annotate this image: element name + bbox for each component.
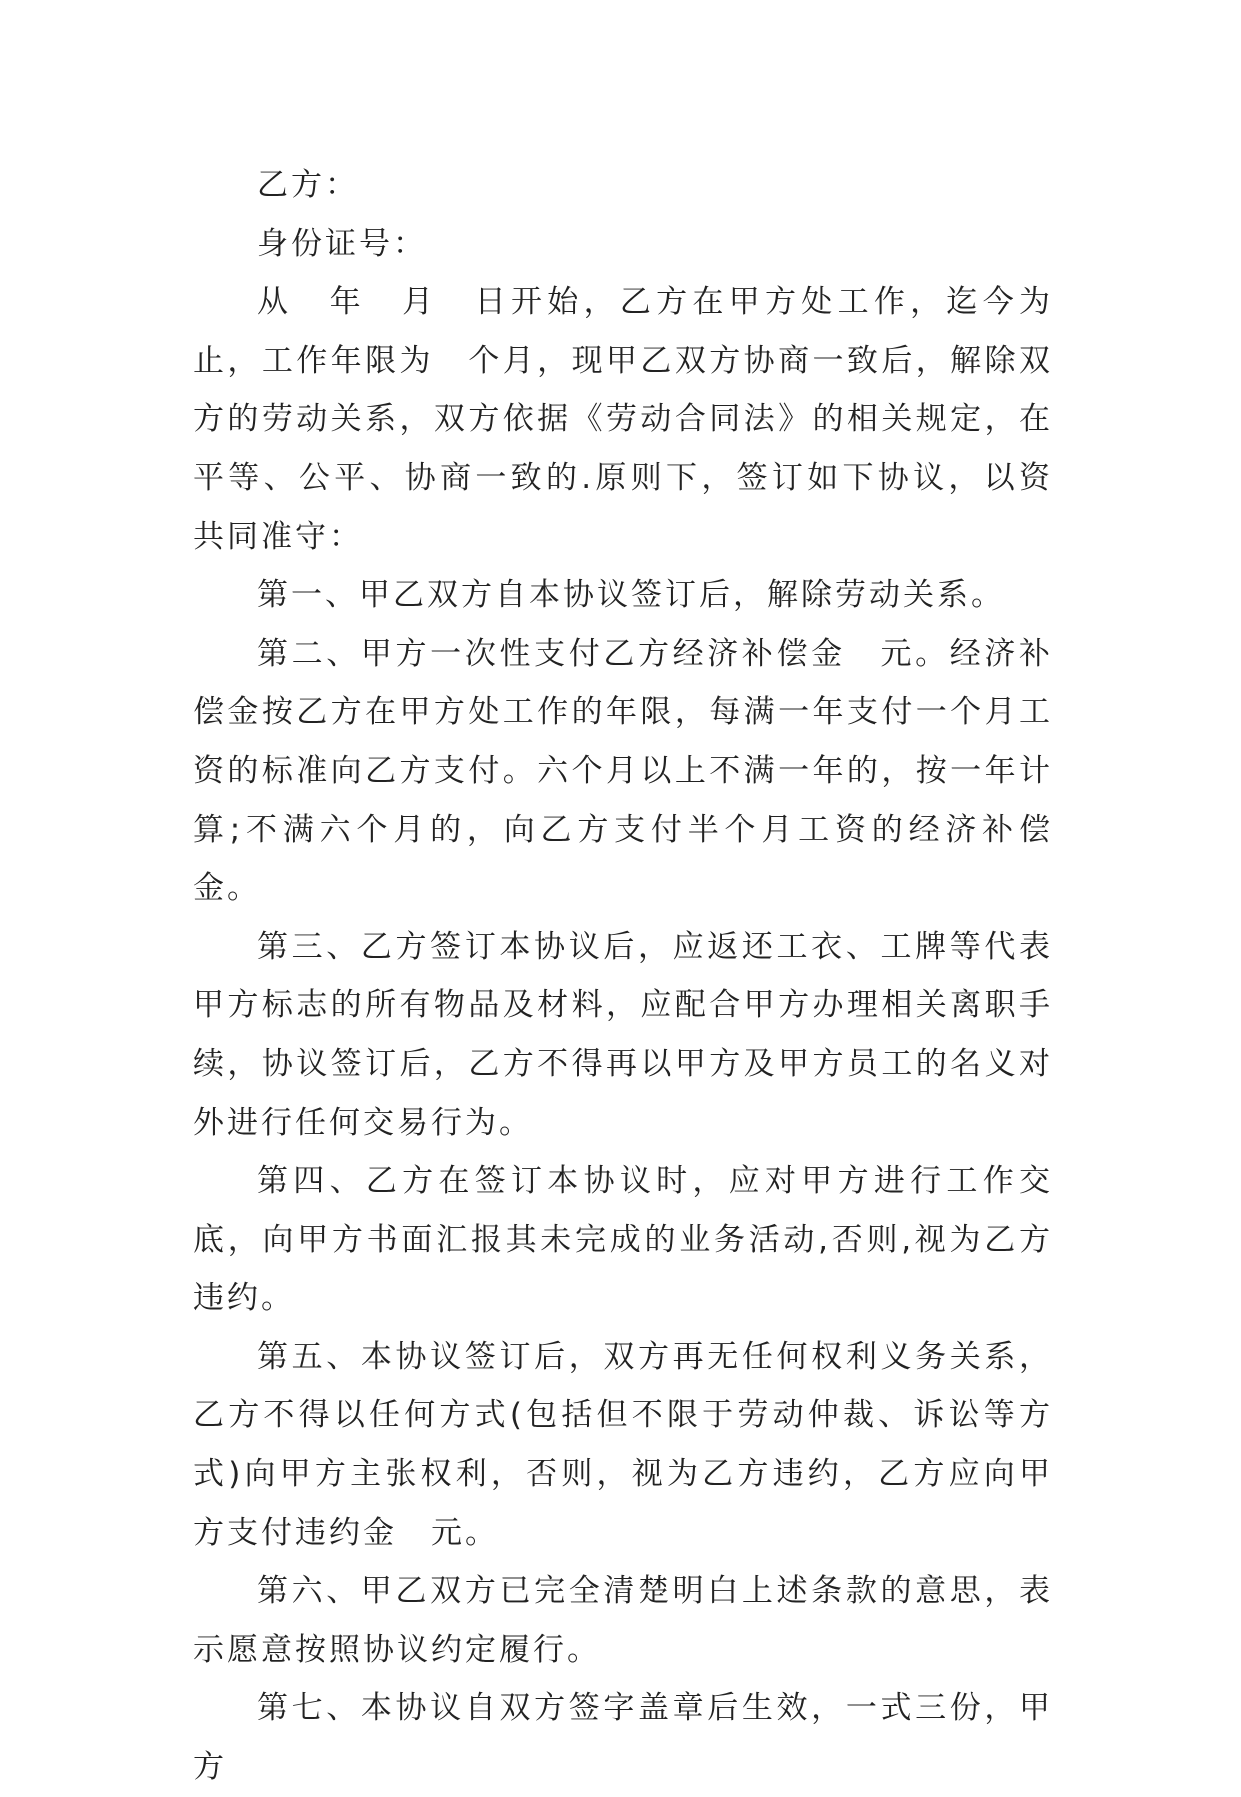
clause-7: 第七、本协议自双方签字盖章后生效，一式三份，甲方 bbox=[193, 1690, 1053, 1786]
clause-5: 第五、本协议签订后，双方再无任何权利义务关系，乙方不得以任何方式(包括但不限于劳动仲裁、诉讼等方式)向甲方主张权利，否则，视为乙方违约，乙方应向甲方支付违约金 元。 bbox=[193, 1338, 1053, 1551]
clause-4: 第四、乙方在签订本协议时，应对甲方进行工作交底，向甲方书面汇报其未完成的业务活动,否则,视为乙方违约。 bbox=[193, 1163, 1053, 1317]
clause-3: 第三、乙方签订本协议后，应返还工衣、工牌等代表甲方标志的所有物品及材料，应配合甲方办理相关离职手续，协议签订后，乙方不得再以甲方及甲方员工的名义对外进行任何交易行为。 bbox=[193, 928, 1053, 1141]
clause-2: 第二、甲方一次性支付乙方经济补偿金 元。经济补偿金按乙方在甲方处工作的年限，每满一年支付一个月工资的标准向乙方支付。六个月以上不满一年的，按一年计算;不满六个月的，向乙方支付半个月工资的经济补偿金。 bbox=[193, 635, 1053, 907]
clause-6: 第六、甲乙双方已完全清楚明白上述条款的意思，表示愿意按照协议约定履行。 bbox=[193, 1573, 1053, 1668]
clause-1: 第一、甲乙双方自本协议签订后，解除劳动关系。 bbox=[257, 577, 1005, 614]
document-body bbox=[193, 156, 1053, 1797]
id-number-label: 身份证号： bbox=[257, 225, 427, 262]
party-b-label: 乙方： bbox=[257, 167, 359, 203]
preamble-paragraph: 从 年 月 日开始，乙方在甲方处工作，迄今为止，工作年限为 个月，现甲乙双方协商一致后，解除双方的劳动关系，双方依据《劳动合同法》的相关规定，在平等、公平、协商一致的.原则下，签订如下协议，以资共同准守： bbox=[193, 284, 1053, 555]
